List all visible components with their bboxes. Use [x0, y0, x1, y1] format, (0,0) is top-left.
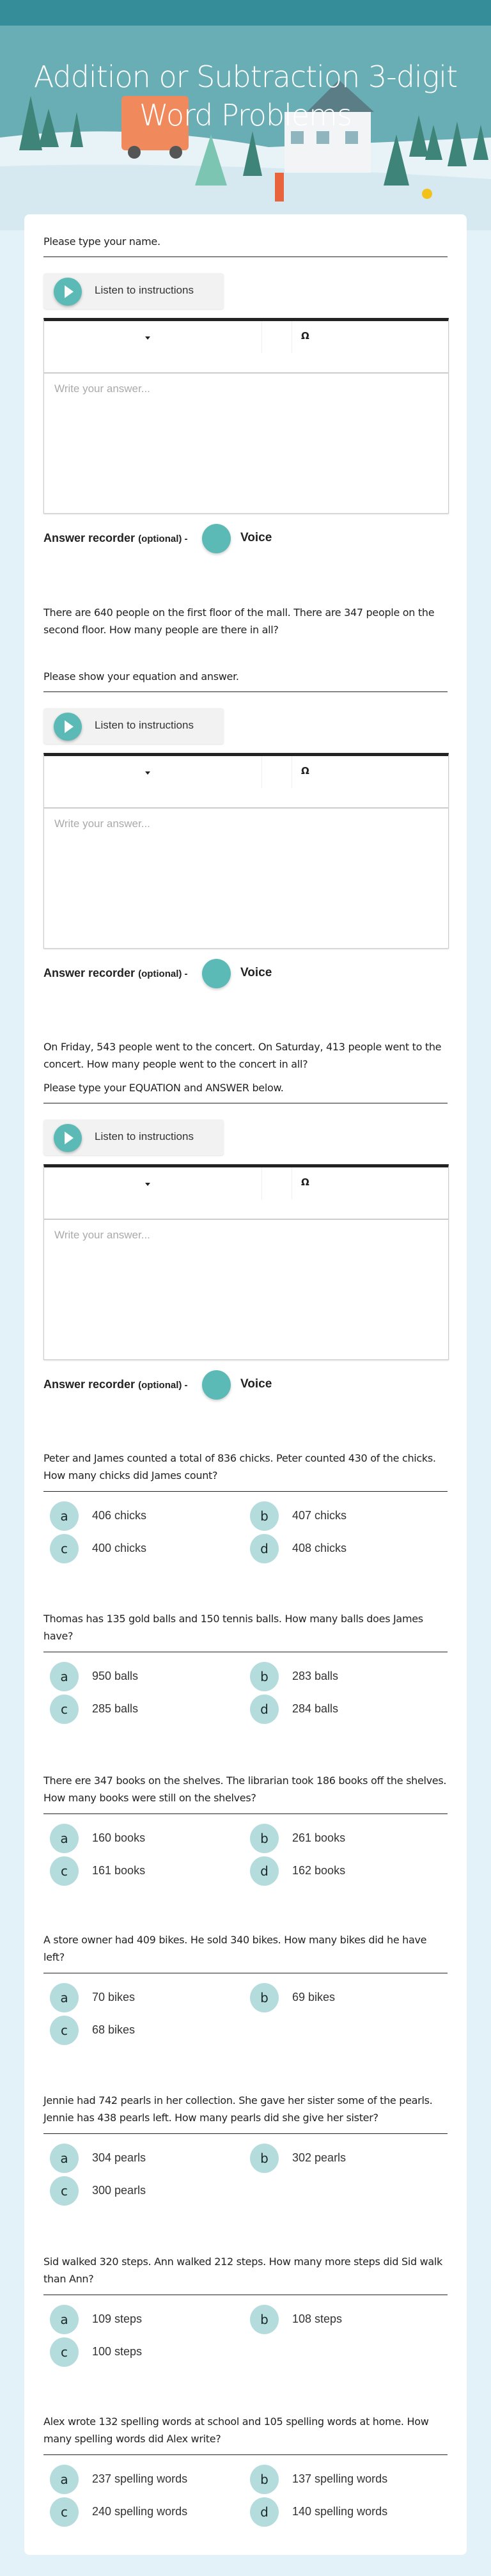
answer-editor [43, 1164, 449, 1360]
option-text: 284 balls [292, 1702, 339, 1715]
option-letter-badge: b [250, 2465, 279, 2494]
option-text: 400 chicks [92, 1542, 147, 1554]
answer-option-a[interactable] [50, 2305, 242, 2334]
record-voice-button[interactable] [202, 524, 231, 553]
answer-option-a[interactable] [50, 1501, 242, 1531]
recorder-label: Answer recorder [43, 1378, 136, 1391]
title-line-1: Addition or Subtraction 3-digit [33, 59, 458, 94]
option-text: 140 spelling words [292, 2505, 388, 2518]
option-letter-badge: c [50, 1856, 79, 1886]
option-letter-badge: a [50, 1662, 79, 1691]
title-line-2: Word Problems [139, 98, 352, 132]
divider [43, 2454, 448, 2455]
answer-option-a[interactable] [50, 1662, 242, 1691]
answer-option-b[interactable] [250, 1501, 442, 1531]
question-text: Peter and James counted a total of 836 chicks. Peter counted 430 of the chicks. How many chicks did James count? [43, 1452, 436, 1482]
option-text: 109 steps [92, 2312, 143, 2325]
answer-option-a[interactable] [50, 1983, 242, 2012]
play-icon [54, 1124, 82, 1152]
answer-option-c[interactable] [50, 1856, 242, 1886]
option-text: 304 pearls [92, 2151, 146, 2164]
question-text: There are 640 people on the first floor of the mall. There are 347 people on the second floor. How many people are there in all? [43, 606, 435, 636]
option-letter-badge: a [50, 1824, 79, 1853]
answer-option-b[interactable] [250, 2465, 442, 2494]
question-prompt: Please type your EQUATION and ANSWER below. [43, 1082, 284, 1094]
option-text: 950 balls [92, 1670, 139, 1682]
header-banner [0, 0, 491, 230]
answer-option-c[interactable] [50, 2176, 242, 2206]
recorder-label: Answer recorder [43, 532, 136, 544]
option-letter-badge: b [250, 1983, 279, 2012]
option-text: 237 spelling words [92, 2472, 188, 2485]
answer-option-c[interactable] [50, 2337, 242, 2367]
divider [43, 691, 448, 692]
answer-editor [43, 753, 449, 949]
special-character-icon[interactable]: Ω [301, 1176, 309, 1188]
divider [43, 1813, 448, 1814]
option-letter-badge: b [250, 2305, 279, 2334]
name-prompt: Please type your name. [43, 235, 160, 248]
option-letter-badge: b [250, 1501, 279, 1531]
answer-option-c[interactable] [50, 2016, 242, 2045]
question-prompt: Please show your equation and answer. [43, 670, 239, 683]
answer-option-d[interactable] [250, 1534, 442, 1563]
option-text: 69 bikes [292, 1991, 336, 2003]
option-letter-badge: c [50, 1534, 79, 1563]
option-text: 302 pearls [292, 2151, 347, 2164]
option-letter-badge: d [250, 1695, 279, 1724]
question-text: Sid walked 320 steps. Ann walked 212 steps. How many more steps did Sid walk than Ann? [43, 2256, 443, 2285]
option-letter-badge: b [250, 1824, 279, 1853]
answer-option-b[interactable] [250, 1824, 442, 1853]
answer-option-c[interactable] [50, 1695, 242, 1724]
listen-to-instructions-button[interactable] [43, 1119, 224, 1155]
editor-toolbar [44, 321, 448, 374]
voice-label: Voice [240, 966, 272, 979]
answer-option-b[interactable] [250, 2144, 442, 2173]
question-text: Jennie had 742 pearls in her collection. She gave her sister some of the pearls. Jennie has 438 pearls left. How many pearls did she give her sister? [43, 2094, 433, 2124]
answer-option-a[interactable] [50, 2465, 242, 2494]
option-letter-badge: a [50, 2465, 79, 2494]
listen-label: Listen to instructions [95, 1130, 194, 1142]
option-letter-badge: d [250, 1534, 279, 1563]
divider [43, 2133, 448, 2134]
special-character-icon[interactable]: Ω [301, 765, 309, 777]
record-voice-button[interactable] [202, 1370, 231, 1400]
option-text: 70 bikes [92, 1991, 136, 2003]
option-letter-badge: a [50, 1501, 79, 1531]
answer-option-c[interactable] [50, 1534, 242, 1563]
option-letter-badge: a [50, 2305, 79, 2334]
option-letter-badge: c [50, 2497, 79, 2527]
answer-option-b[interactable] [250, 1983, 442, 2012]
option-text: 162 books [292, 1864, 346, 1877]
answer-option-b[interactable] [250, 2305, 442, 2334]
answer-option-d[interactable] [250, 1856, 442, 1886]
answer-option-c[interactable] [50, 2497, 242, 2527]
option-text: 407 chicks [292, 1509, 347, 1522]
option-text: 300 pearls [92, 2184, 146, 2197]
listen-to-instructions-button[interactable] [43, 708, 224, 744]
answer-option-b[interactable] [250, 1662, 442, 1691]
answer-editor [43, 318, 449, 514]
option-letter-badge: c [50, 2176, 79, 2206]
special-character-icon[interactable]: Ω [301, 330, 309, 342]
answer-option-d[interactable] [250, 1695, 442, 1724]
editor-toolbar [44, 1167, 448, 1220]
option-text: 108 steps [292, 2312, 343, 2325]
divider [43, 1491, 448, 1492]
option-text: 68 bikes [92, 2023, 136, 2036]
option-letter-badge: c [50, 2016, 79, 2045]
recorder-optional-label: (optional) - [138, 533, 188, 544]
option-letter-badge: a [50, 1983, 79, 2012]
toolbar-divider [261, 321, 262, 353]
format-dropdown-caret-icon[interactable] [145, 771, 150, 775]
question-text: Thomas has 135 gold balls and 150 tennis balls. How many balls does James have? [43, 1613, 423, 1642]
option-text: 137 spelling words [292, 2472, 388, 2485]
answer-input[interactable] [44, 1220, 448, 1359]
option-text: 283 balls [292, 1670, 339, 1682]
voice-label: Voice [240, 531, 272, 544]
answer-option-d[interactable] [250, 2497, 442, 2527]
recorder-label: Answer recorder [43, 967, 136, 979]
option-text: 160 books [92, 1831, 146, 1844]
option-text: 161 books [92, 1864, 146, 1877]
option-letter-badge: d [250, 1856, 279, 1886]
answer-input[interactable] [44, 374, 448, 513]
editor-toolbar [44, 756, 448, 809]
option-text: 406 chicks [92, 1509, 147, 1522]
answer-option-a[interactable] [50, 1824, 242, 1853]
question-text: A store owner had 409 bikes. He sold 340 bikes. How many bikes did he have left? [43, 1934, 427, 1963]
record-voice-button[interactable] [202, 959, 231, 988]
answer-input[interactable] [44, 809, 448, 948]
toolbar-divider [261, 756, 262, 788]
option-text: 100 steps [92, 2345, 143, 2358]
option-text: 408 chicks [292, 1542, 347, 1554]
option-text: 261 books [292, 1831, 346, 1844]
format-dropdown-caret-icon[interactable] [145, 336, 150, 340]
option-letter-badge: b [250, 2144, 279, 2173]
question-text: There ere 347 books on the shelves. The librarian took 186 books off the shelves. How many books were still on the shelves? [43, 1774, 447, 1804]
option-text: 240 spelling words [92, 2505, 188, 2518]
recorder-optional-label: (optional) - [138, 968, 188, 979]
option-letter-badge: a [50, 2144, 79, 2173]
answer-option-a[interactable] [50, 2144, 242, 2173]
play-icon [54, 278, 82, 306]
listen-label: Listen to instructions [95, 284, 194, 296]
listen-to-instructions-button[interactable] [43, 273, 224, 309]
option-letter-badge: d [250, 2497, 279, 2527]
question-text: Alex wrote 132 spelling words at school and 105 spelling words at home. How many spelling words did Alex write? [43, 2415, 429, 2445]
recorder-optional-label: (optional) - [138, 1380, 188, 1391]
format-dropdown-caret-icon[interactable] [145, 1183, 150, 1186]
page-title [0, 58, 491, 134]
toolbar-divider [261, 1167, 262, 1199]
voice-label: Voice [240, 1377, 272, 1391]
option-letter-badge: c [50, 2337, 79, 2367]
question-text: On Friday, 543 people went to the concert. On Saturday, 413 people went to the concert. How many people went to the concert in all? [43, 1041, 442, 1070]
play-icon [54, 713, 82, 741]
option-letter-badge: c [50, 1695, 79, 1724]
listen-label: Listen to instructions [95, 719, 194, 731]
option-letter-badge: b [250, 1662, 279, 1691]
option-text: 285 balls [92, 1702, 139, 1715]
